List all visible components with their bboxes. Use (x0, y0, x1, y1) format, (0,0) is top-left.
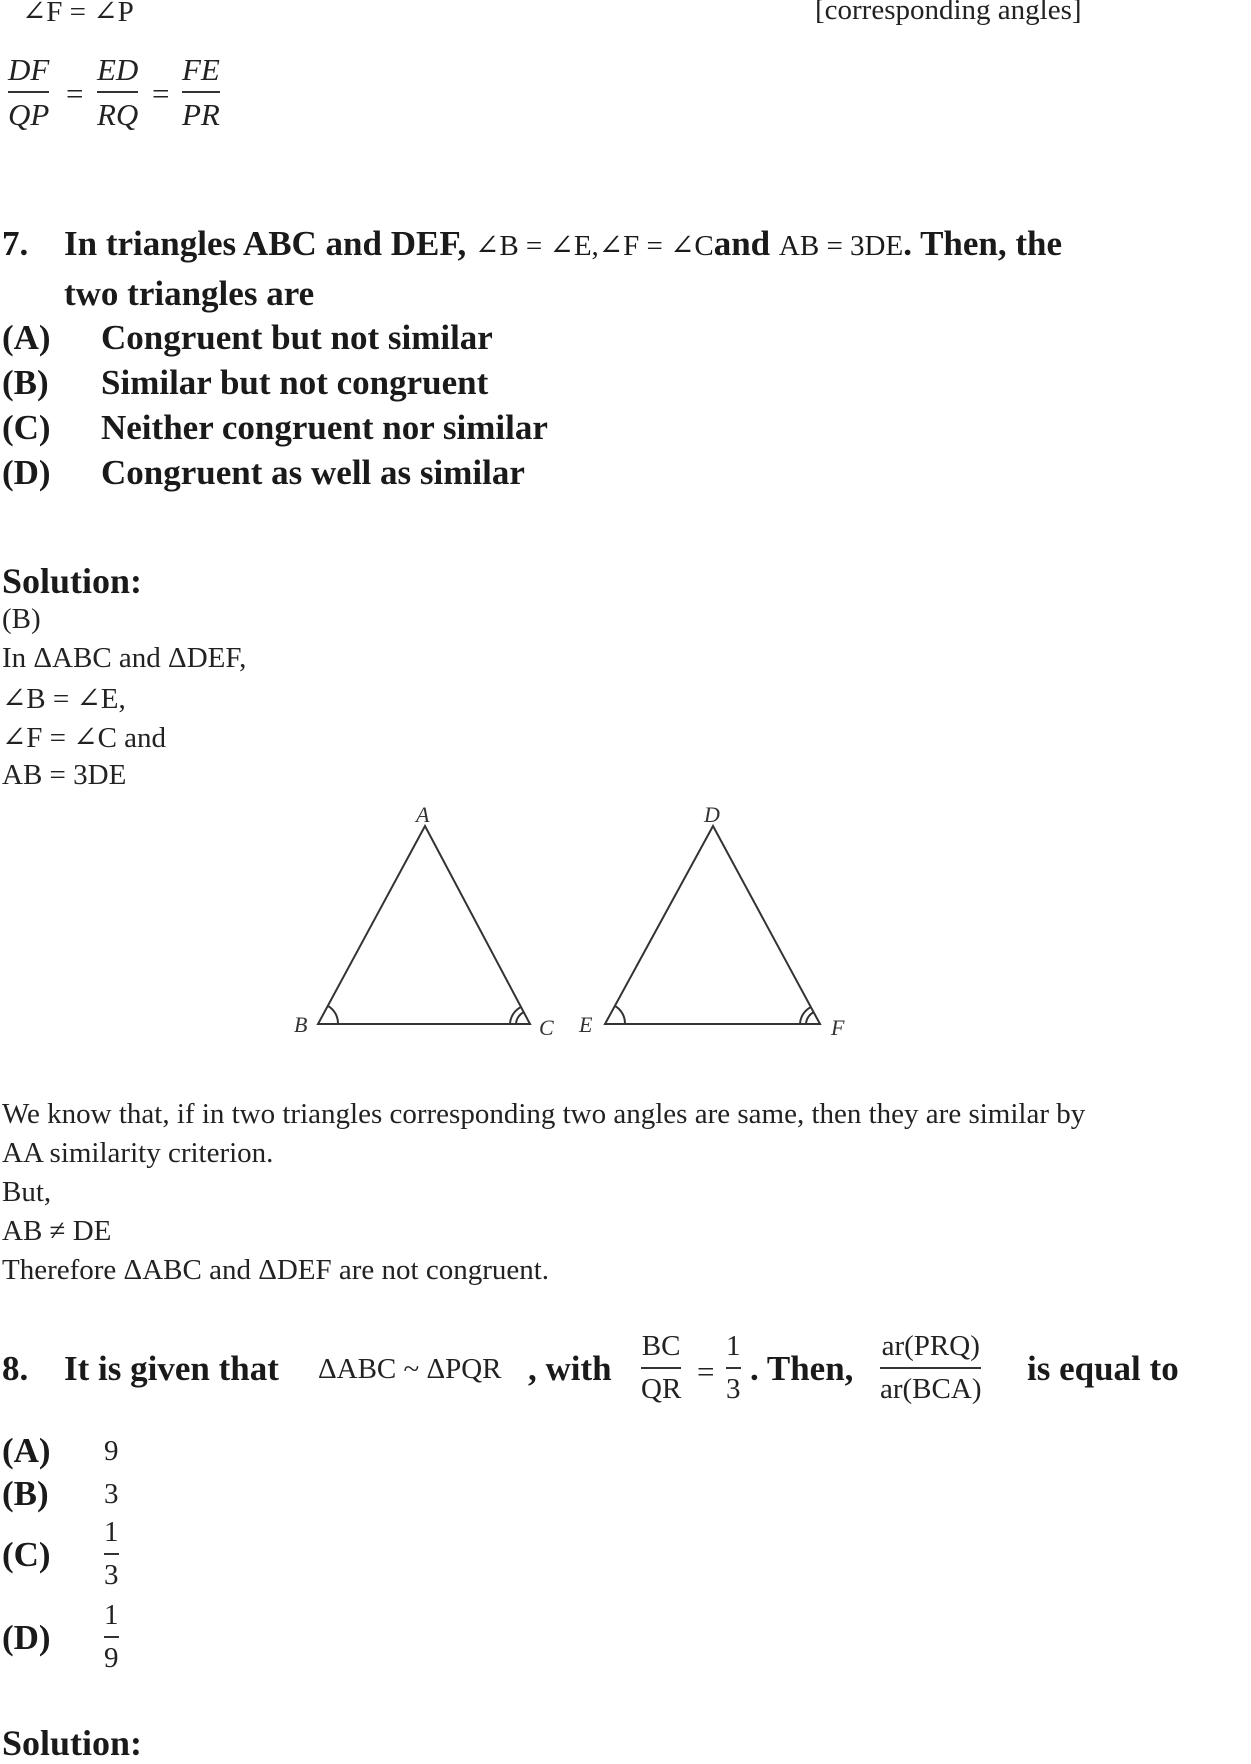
solution-line: We know that, if in two triangles corresponding two angles are same, then they are similar by (2, 1098, 1086, 1130)
equals-sign: = (152, 76, 170, 111)
denominator: 9 (104, 1642, 119, 1674)
denominator: QR (641, 1373, 682, 1405)
stem-text: is equal to (1027, 1349, 1179, 1388)
stem-text: . Then, (750, 1349, 854, 1388)
numerator: ED (97, 52, 139, 87)
option-a-key: (A) (2, 1431, 51, 1470)
vertex-label-b: B (294, 1012, 308, 1037)
numerator: FE (182, 52, 220, 87)
stem-text: In triangles ABC and DEF, (64, 224, 467, 263)
stem-text: . Then, the (903, 224, 1063, 263)
equals-sign: = (66, 76, 84, 111)
fraction-fe-pr (182, 54, 220, 130)
triangles-figure (280, 800, 880, 1050)
equals-sign: = (697, 1354, 715, 1389)
option-d-fraction (104, 1601, 119, 1673)
denominator: QP (8, 97, 50, 132)
denominator: 3 (104, 1559, 119, 1591)
option-b-text: Similar but not congruent (101, 363, 489, 402)
solution-conclusion: Therefore ΔABC and ΔDEF are not congruent. (2, 1254, 550, 1286)
solution-line: But, (2, 1176, 52, 1208)
solution-line: AB ≠ DE (2, 1215, 112, 1247)
numerator: ar(PRQ) (881, 1330, 980, 1362)
numerator: 1 (726, 1330, 741, 1362)
fraction-df-qp (8, 54, 49, 130)
option-c-key: (C) (2, 408, 51, 447)
question-stem-line-2: two triangles are (64, 274, 315, 313)
option-c-key: (C) (2, 1535, 51, 1574)
stem-text: It is given that (64, 1349, 279, 1388)
vertex-label-a: A (416, 802, 430, 827)
option-b-value: 3 (104, 1478, 119, 1510)
stem-text: , with (528, 1349, 612, 1388)
solution-answer: (B) (2, 603, 41, 635)
option-b-key: (B) (2, 363, 49, 402)
option-a-key: (A) (2, 318, 51, 357)
solution-line: AA similarity criterion. (2, 1137, 274, 1169)
option-d-text: Congruent as well as similar (101, 453, 525, 492)
option-d-key: (D) (2, 453, 51, 492)
angle-equality-line: ∠F = ∠P (22, 0, 134, 28)
question-stem (64, 224, 1062, 264)
numerator: BC (641, 1330, 681, 1362)
vertex-label-e: E (579, 1012, 593, 1037)
numerator: 1 (104, 1516, 119, 1548)
numerator: 1 (104, 1599, 119, 1631)
denominator: PR (182, 97, 220, 132)
stem-math-sides: AB = 3DE (778, 230, 904, 262)
option-b-key: (B) (2, 1474, 49, 1513)
option-c-text: Neither congruent nor similar (101, 408, 548, 447)
solution-line: ∠B = ∠E, (2, 683, 126, 715)
option-d-key: (D) (2, 1618, 51, 1657)
denominator: 3 (726, 1373, 741, 1405)
triangle-def (605, 826, 820, 1024)
option-c-fraction (104, 1518, 119, 1590)
question-number: 8. (2, 1349, 29, 1388)
fraction-ed-rq (97, 54, 138, 130)
option-a-text: Congruent but not similar (101, 318, 493, 357)
stem-math-angles: ∠B = ∠E,∠F = ∠C (475, 230, 714, 262)
fraction-bc-qr (641, 1332, 681, 1404)
numerator: DF (8, 52, 50, 87)
triangle-abc (318, 826, 530, 1024)
question-number: 7. (2, 224, 29, 263)
solution-heading: Solution: (2, 561, 143, 601)
denominator: RQ (97, 97, 139, 132)
fraction-area-ratio (880, 1332, 981, 1404)
solution-line: AB = 3DE (2, 759, 127, 791)
angle-mark-e (615, 1006, 625, 1024)
denominator: ar(BCA) (880, 1373, 982, 1405)
angle-mark-f-inner (806, 1012, 814, 1024)
reason-note: [corresponding angles] (815, 0, 1082, 26)
vertex-label-d: D (704, 802, 720, 827)
stem-math-similarity: ΔABC ~ ΔPQR (318, 1353, 502, 1385)
stem-text: and (713, 224, 771, 263)
option-a-value: 9 (104, 1435, 119, 1467)
angle-mark-c-inner (516, 1012, 524, 1024)
solution-8-heading: Solution: (2, 1723, 143, 1763)
vertex-label-c: C (539, 1015, 554, 1040)
angle-mark-b (328, 1006, 338, 1024)
fraction-one-third (726, 1332, 741, 1404)
solution-line: ∠F = ∠C and (2, 722, 167, 754)
solution-line: In ΔABC and ΔDEF, (2, 642, 247, 674)
vertex-label-f: F (831, 1015, 845, 1040)
